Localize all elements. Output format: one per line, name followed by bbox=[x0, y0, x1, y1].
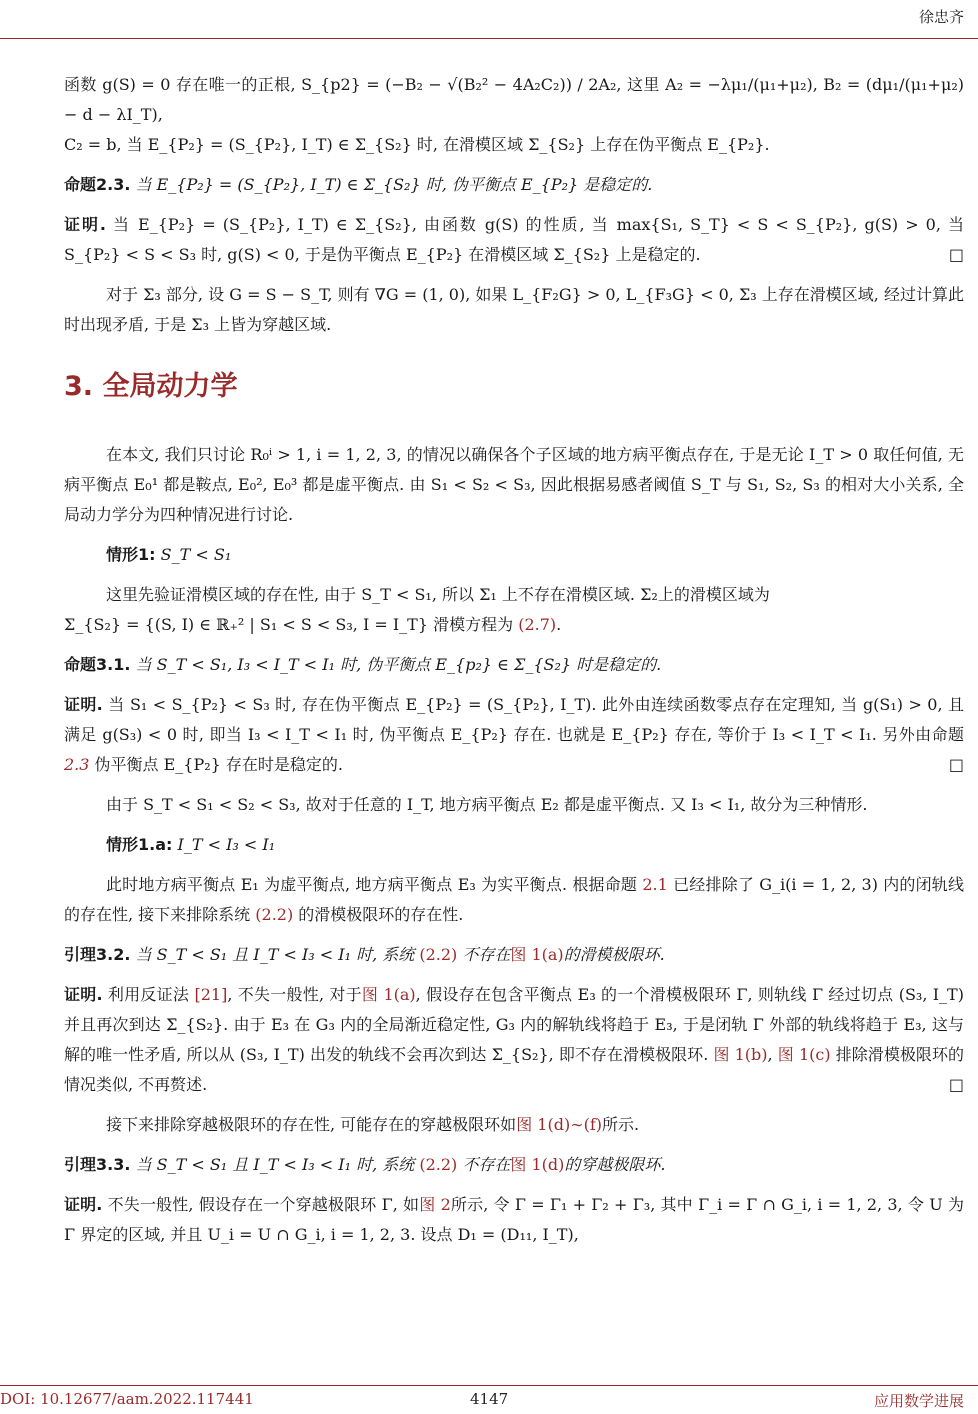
qed-symbol: □ bbox=[948, 1075, 964, 1094]
section-title: 3. 全局动力学 bbox=[64, 371, 238, 402]
proof-text-3: , 假设存在包含平衡点 E₃ 的一个滑模极限环 Γ, 则轨线 Γ 经过切点 (S₃, I_T) 并且再次到达 Σ̄_{S₂}. 由于 E₃ 在 G₃ 内的全局渐近稳定性, G₃ 内的解轨线将趋于 E₃, 于是闭轨 Γ 外部的轨线将趋于 E₃, 这与解的唯一性矛盾, 所以从 (S₃, I_T) 出发的轨线不会再次到达 Σ̄_{S₂}, 即不存在滑模极限环. bbox=[64, 985, 964, 1064]
case-label: 情形1: bbox=[106, 545, 156, 564]
figure-reference-link[interactable]: 图 1(d) bbox=[510, 1155, 565, 1174]
lemma-text: 当 S_T < S₁ 且 I_T < I₃ < I₁ 时, 系统 bbox=[135, 945, 420, 964]
crossing-text-end: 所示. bbox=[602, 1115, 640, 1134]
figure-reference-link[interactable]: 图 1(a) bbox=[510, 945, 564, 964]
paragraph-sigma3: 对于 Σ₃ 部分, 设 G = S − S_T, 则有 ∇G = (1, 0), 如果 L_{F₂G} > 0, L_{F₃G} < 0, Σ₃ 上存在滑模区域, 经过计算此时出现矛盾, 于是 Σ₃ 上皆为穿越区域. bbox=[64, 285, 964, 334]
figure-reference-link[interactable]: 图 2 bbox=[419, 1195, 451, 1214]
lemma-text: 当 S_T < S₁ 且 I_T < I₃ < I₁ 时, 系统 bbox=[135, 1155, 420, 1174]
proposition-2-3 bbox=[64, 170, 964, 200]
equilibria-text-end: 的滑模极限环的存在性. bbox=[293, 905, 464, 924]
crossing-text: 接下来排除穿越极限环的存在性, 可能存在的穿越极限环如 bbox=[106, 1115, 517, 1134]
figure-reference-link[interactable]: 图 1(b) bbox=[713, 1045, 768, 1064]
proof-text-4: 排除滑模极限环的情况类似, 不再赘述. bbox=[64, 1045, 965, 1094]
proof-proposition-2-3 bbox=[64, 210, 964, 270]
case-label: 情形1.a: bbox=[106, 835, 173, 854]
proof-text: 利用反证法 bbox=[107, 985, 195, 1004]
proof-lemma-3-3 bbox=[64, 1190, 964, 1250]
qed-symbol: □ bbox=[948, 755, 964, 774]
proof-text-2: , 不失一般性, 对于 bbox=[227, 985, 362, 1004]
root-definition-line1: 函数 g(S) = 0 存在唯一的正根, S_{p2} = (−B₂ − √(B₂² − 4A₂C₂)) / 2A₂, 这里 A₂ = −λμ₁/(μ₁+μ₂), B₂ = (dμ₁/(μ₁+μ₂) − d − λI_T), bbox=[64, 75, 964, 124]
lemma-3-3 bbox=[64, 1150, 964, 1180]
figure-reference-link[interactable]: 图 1(a) bbox=[361, 985, 416, 1004]
page-body bbox=[64, 70, 964, 1250]
proof-text-end: 所示, 令 Γ = Γ₁ + Γ₂ + Γ₃, 其中 Γ_i = Γ ∩ G_i, i = 1, 2, 3, 令 U 为 Γ 界定的区域, 并且 U_i = U ∩ G_i, i = 1, 2, 3. 设点 D₁ = (D₁₁, I_T), bbox=[64, 1195, 964, 1244]
lemma-text-end: 的滑模极限环. bbox=[563, 945, 665, 964]
system-reference-link[interactable]: (2.2) bbox=[419, 1155, 458, 1174]
header-rule bbox=[0, 38, 978, 39]
proof-proposition-3-1 bbox=[64, 690, 964, 780]
proof-label: 证明. bbox=[64, 695, 103, 714]
equation-reference-link[interactable]: (2.7) bbox=[518, 615, 557, 634]
footer-page-number: 4147 bbox=[470, 1390, 509, 1408]
paragraph-intro: 在本文, 我们只讨论 R₀ⁱ > 1, i = 1, 2, 3, 的情况以确保各个子区域的地方病平衡点存在, 于是无论 I_T > 0 取任何值, 无病平衡点 E₀¹ 都是鞍点, E₀², E₀³ 都是虚平衡点. 由 S₁ < S₂ < S₃, 因此根据易感者阈值 S_T 与 S₁, S₂, S₃ 的相对大小关系, 全局动力学分为四种情况进行讨论. bbox=[64, 445, 964, 524]
proof-label: 证明. bbox=[64, 1195, 103, 1214]
proof-lemma-3-2 bbox=[64, 980, 964, 1100]
proposition-text: 当 E_{P₂} = (S_{P₂}, I_T) ∈ Σ_{S₂} 时, 伪平衡点 E_{P₂} 是稳定的. bbox=[135, 175, 653, 194]
paragraph-equilibria bbox=[64, 870, 964, 930]
case-1a-heading bbox=[106, 830, 964, 860]
system-reference-link[interactable]: (2.2) bbox=[255, 905, 294, 924]
proof-text: 当 S₁ < S_{P₂} < S₃ 时, 存在伪平衡点 E_{P₂} = (S_{P₂}, I_T). 此外由连续函数零点存在定理知, 当 g(S₁) > 0, 且满足 g(S₃) < 0 时, 即当 I₃ < I_T < I₁ 时, 伪平衡点 E_{P₂} 存在. 也就是 E_{P₂} 存在, 等价于 I₃ < I_T < I₁. 另外由命题 bbox=[64, 695, 964, 744]
case-1-heading bbox=[106, 540, 964, 570]
lemma-3-2 bbox=[64, 940, 964, 970]
comma: , bbox=[767, 1045, 778, 1064]
footer-journal-link[interactable]: 应用数学进展 bbox=[873, 1392, 964, 1410]
period: . bbox=[556, 615, 562, 634]
lemma-text-mid: 不存在 bbox=[457, 945, 511, 964]
case-condition: S_T < S₁ bbox=[160, 545, 232, 564]
proof-label: 证明. bbox=[64, 985, 103, 1004]
lemma-text-end: 的穿越极限环. bbox=[564, 1155, 666, 1174]
footer-rule bbox=[0, 1385, 978, 1386]
proposition-reference-link[interactable]: 2.3 bbox=[64, 755, 90, 774]
lemma-label: 引理3.3. bbox=[64, 1155, 131, 1174]
paragraph-sliding-region bbox=[64, 580, 964, 640]
root-definition-line2: C₂ = b, 当 E_{P₂} = (S_{P₂}, I_T) ∈ Σ_{S₂} 时, 在滑模区域 Σ_{S₂} 上存在伪平衡点 E_{P₂}. bbox=[64, 135, 770, 154]
sliding-region-set: Σ_{S₂} = {(S, I) ∈ ℝ₊² | S₁ < S < S₃, I = I_T} 滑模方程为 bbox=[64, 615, 519, 634]
proposition-label: 命题2.3. bbox=[64, 175, 131, 194]
equilibria-text-mid: 已经排除了 G_i(i = 1, 2, 3) 内的闭轨线的存在性, 接下来排除系统 bbox=[64, 875, 964, 924]
lemma-text-mid: 不存在 bbox=[457, 1155, 511, 1174]
proof-text: 当 E_{P₂} = (S_{P₂}, I_T) ∈ Σ_{S₂}, 由函数 g(S) 的性质, 当 max{S₁, S_T} < S < S_{P₂}, g(S) > 0, 当 S_{P₂} < S < S₃ 时, g(S) < 0, 于是伪平衡点 E_{P₂} 在滑模区域 Σ_{S₂} 上是稳定的. bbox=[64, 215, 964, 264]
system-reference-link[interactable]: (2.2) bbox=[419, 945, 458, 964]
qed-symbol: □ bbox=[948, 245, 964, 264]
equilibria-text: 此时地方病平衡点 E₁ 为虚平衡点, 地方病平衡点 E₃ 为实平衡点. 根据命题 bbox=[106, 875, 643, 894]
proposition-text: 当 S_T < S₁, I₃ < I_T < I₁ 时, 伪平衡点 E_{p₂} ∈ Σ_{S₂} 时是稳定的. bbox=[135, 655, 662, 674]
figure-reference-link[interactable]: 图 1(d)∼(f) bbox=[516, 1115, 602, 1134]
case-condition: I_T < I₃ < I₁ bbox=[177, 835, 276, 854]
citation-link[interactable]: [21] bbox=[194, 985, 228, 1004]
footer-doi-link[interactable]: DOI: 10.12677/aam.2022.117441 bbox=[0, 1390, 254, 1408]
proposition-label: 命题3.1. bbox=[64, 655, 131, 674]
sliding-region-text: 这里先验证滑模区域的存在性, 由于 S_T < S₁, 所以 Σ₁ 上不存在滑模区域. Σ₂上的滑模区域为 bbox=[106, 585, 770, 604]
proof-text: 不失一般性, 假设存在一个穿越极限环 Γ, 如 bbox=[107, 1195, 420, 1214]
proof-text-end: 伪平衡点 E_{P₂} 存在时是稳定的. bbox=[89, 755, 344, 774]
figure-reference-link[interactable]: 图 1(c) bbox=[777, 1045, 831, 1064]
lemma-label: 引理3.2. bbox=[64, 945, 131, 964]
paragraph-crossing-cycles bbox=[64, 1110, 964, 1140]
header-author: 徐忠齐 bbox=[918, 8, 964, 26]
proof-label: 证明. bbox=[64, 215, 106, 234]
proposition-reference-link[interactable]: 2.1 bbox=[642, 875, 668, 894]
paragraph-three-cases: 由于 S_T < S₁ < S₂ < S₃, 故对于任意的 I_T, 地方病平衡点 E₂ 都是虚平衡点. 又 I₃ < I₁, 故分为三种情形. bbox=[106, 795, 868, 814]
paragraph-root-definition bbox=[64, 70, 964, 160]
proposition-3-1 bbox=[64, 650, 964, 680]
